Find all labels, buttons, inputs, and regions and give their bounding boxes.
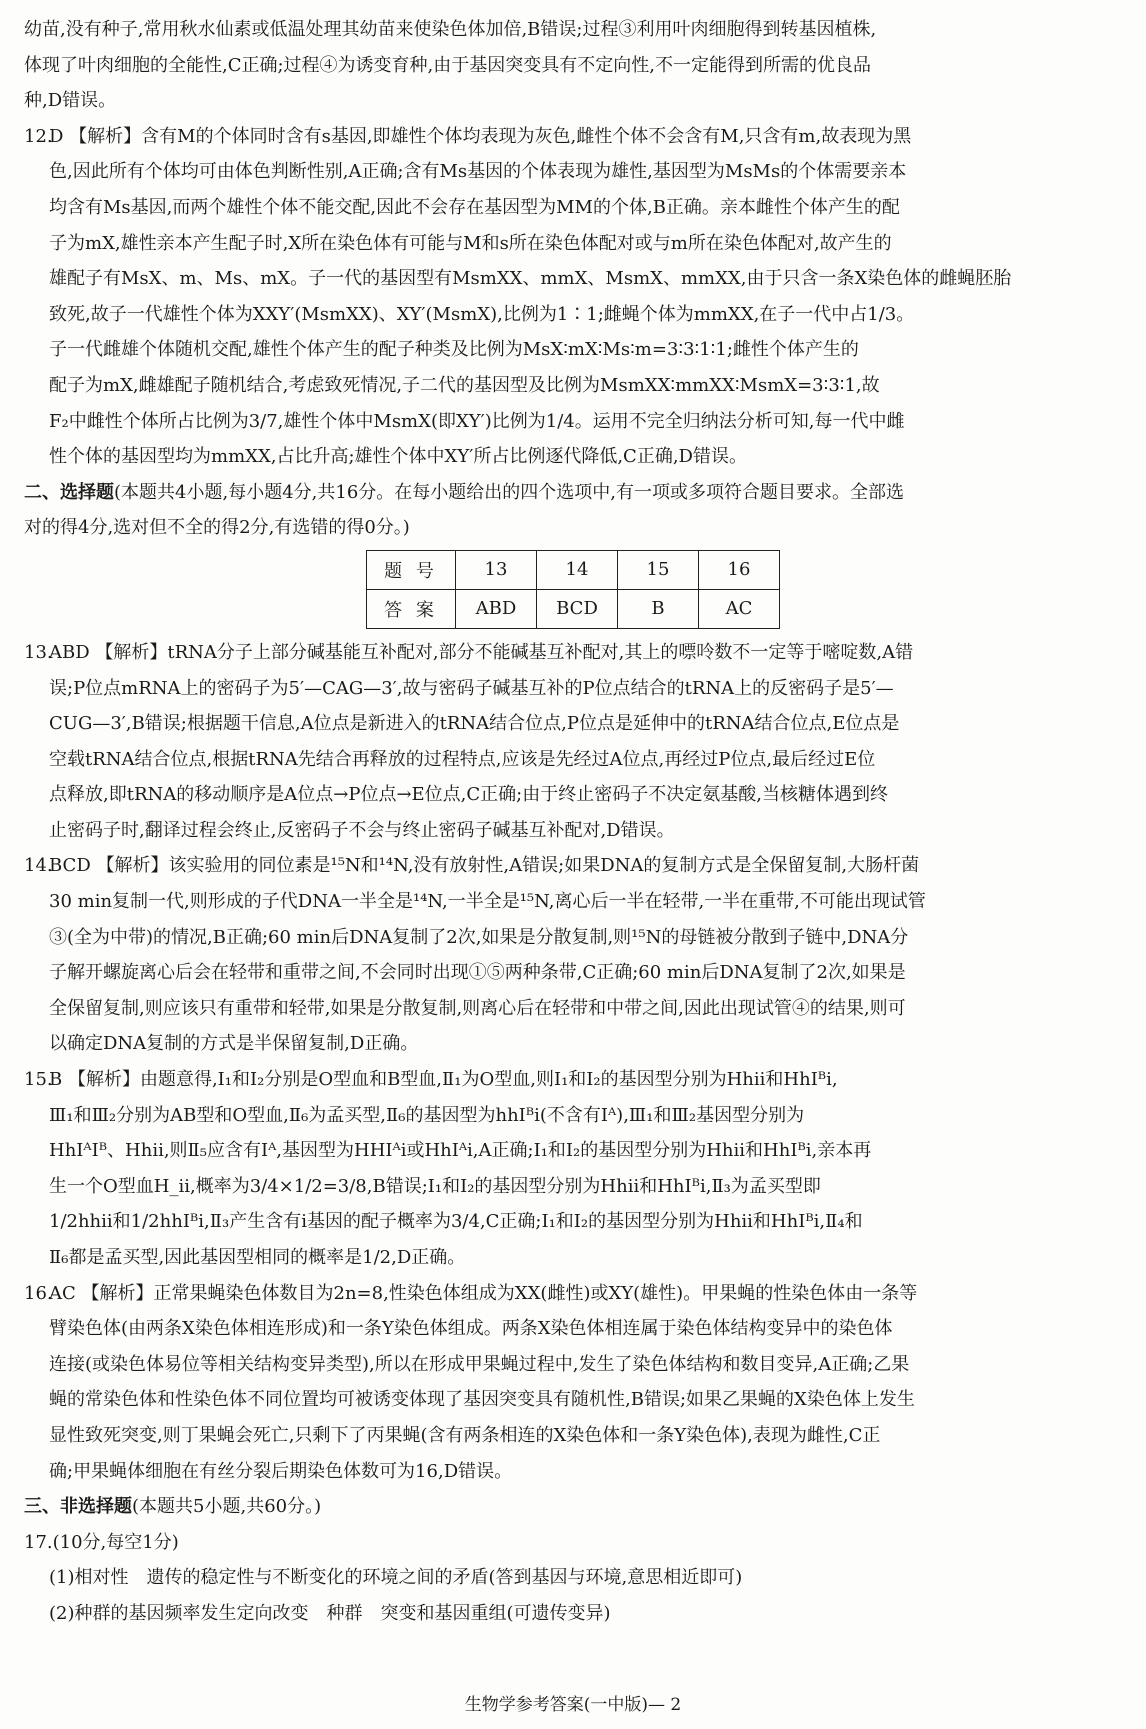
text-line: 配子为mX,雌雄配子随机结合,考虑致死情况,子二代的基因型及比例为MsmXX∶mmXX∶MsmX=3∶3∶1,故 — [49, 374, 880, 396]
text-line: 子一代雌雄个体随机交配,雄性个体产生的配子种类及比例为MsX∶mX∶Ms∶m=3∶3∶1∶1;雌性个体产生的 — [49, 339, 859, 361]
table-row — [367, 550, 780, 589]
text-line: ABD 【解析】tRNA分子上部分碱基能互补配对,部分不能碱基互补配对,其上的嘌呤数不一定等于嘧啶数,A错 — [49, 641, 914, 663]
text-line: 臂染色体(由两条X染色体相连形成)和一条Y染色体组成。两条X染色体相连属于染色体结构变异中的染色体 — [49, 1318, 893, 1340]
question-number: 13. — [24, 641, 53, 663]
text-line: 误;P位点mRNA上的密码子为5′—CAG—3′,故与密码子碱基互补的P位点结合的tRNA上的反密码子是5′— — [49, 677, 894, 699]
question-number: 14. — [24, 855, 53, 877]
question-number-cell: 14 — [537, 550, 618, 589]
question-17 — [24, 1525, 1122, 1632]
text-line: 显性致死突变,则丁果蝇会死亡,只剩下了丙果蝇(含有两条相连的X染色体和一条Y染色体),表现为雌性,C正 — [49, 1424, 881, 1446]
question-16 — [24, 1276, 1122, 1490]
question-number: 12. — [24, 125, 53, 147]
text-line: 体现了叶肉细胞的全能性,C正确;过程④为诱变育种,由于基因突变具有不定向性,不一定能得到所需的优良品 — [24, 54, 871, 76]
text-line: 30 min复制一代,则形成的子代DNA一半全是¹⁴N,一半全是¹⁵N,离心后一半在轻带,一半在重带,不可能出现试管 — [49, 891, 926, 913]
section-heading: 二、选择题 — [24, 481, 114, 503]
text-line: 均含有Ms基因,而两个雄性个体不能交配,因此不会存在基因型为MM的个体,B正确。亲本雌性个体产生的配 — [49, 196, 900, 218]
section-instructions: (本题共5小题,共60分。) — [132, 1496, 322, 1518]
question-heading: 17.(10分,每空1分) — [24, 1531, 179, 1553]
section-heading: 三、非选择题 — [24, 1496, 132, 1518]
text-line: 空载tRNA结合位点,根据tRNA先结合再释放的过程特点,应该是先经过A位点,再经过P位点,最后经过E位 — [49, 748, 876, 770]
text-line: 生一个O型血H_ii,概率为3/4×1/2=3/8,B错误;Ⅰ₁和Ⅰ₂的基因型分别为Hhii和HhIᴮi,Ⅱ₃为孟买型即 — [49, 1175, 821, 1197]
row-label: 答 案 — [367, 589, 456, 628]
question-12 — [24, 119, 1122, 475]
text-line: 子解开螺旋离心后会在轻带和重带之间,不会同时出现①⑤两种条带,C正确;60 min后DNA复制了2次,如果是 — [49, 962, 906, 984]
question-number-cell: 15 — [618, 550, 699, 589]
answer-cell: ABD — [456, 589, 537, 628]
page-footer: 生物学参考答案(一中版)— 2 — [464, 1695, 682, 1715]
question-number-cell: 16 — [699, 550, 780, 589]
answer-line: (1)相对性 遗传的稳定性与不断变化的环境之间的矛盾(答到基因与环境,意思相近即可) — [49, 1567, 743, 1589]
text-line: 确;甲果蝇体细胞在有丝分裂后期染色体数可为16,D错误。 — [49, 1460, 513, 1482]
question-13 — [24, 635, 1122, 849]
text-line: B 【解析】由题意得,Ⅰ₁和Ⅰ₂分别是O型血和B型血,Ⅱ₁为O型血,则Ⅰ₁和Ⅰ₂的基因型分别为Hhii和HhIᴮi, — [49, 1069, 838, 1091]
question-number: 15. — [24, 1069, 53, 1091]
text-line: 以确定DNA复制的方式是半保留复制,D正确。 — [49, 1033, 419, 1055]
text-line: 种,D错误。 — [24, 90, 117, 112]
text-line: 点释放,即tRNA的移动顺序是A位点→P位点→E位点,C正确;由于终止密码子不决定氨基酸,当核糖体遇到终 — [49, 784, 888, 806]
answer-table — [366, 550, 780, 629]
text-line: AC 【解析】正常果蝇染色体数目为2n=8,性染色体组成为XX(雌性)或XY(雄性)。甲果蝇的性染色体由一条等 — [49, 1282, 918, 1304]
answer-line: (2)种群的基因频率发生定向改变 种群 突变和基因重组(可遗传变异) — [49, 1602, 611, 1624]
text-line: 止密码子时,翻译过程会终止,反密码子不会与终止密码子碱基互补配对,D错误。 — [49, 819, 675, 841]
text-line: 对的得4分,选对但不全的得2分,有选错的得0分。) — [24, 517, 410, 539]
row-label: 题 号 — [367, 550, 456, 589]
question-number-cell: 13 — [456, 550, 537, 589]
section-2 — [24, 475, 1122, 546]
continued-text — [24, 12, 1122, 119]
section-heading-line — [24, 1489, 1122, 1525]
question-15 — [24, 1062, 1122, 1276]
text-line: BCD 【解析】该实验用的同位素是¹⁵N和¹⁴N,没有放射性,A错误;如果DNA的复制方式是全保留复制,大肠杆菌 — [49, 855, 920, 877]
text-line: 1/2hhii和1/2hhIᴮi,Ⅱ₃产生含有i基因的配子概率为3/4,C正确;Ⅰ₁和Ⅰ₂的基因型分别为Hhii和HhIᴮi,Ⅱ₄和 — [49, 1211, 863, 1233]
text-line: 致死,故子一代雄性个体为XXY′(MsmXX)、XY′(MsmX),比例为1∶1;雌蝇个体为mmXX,在子一代中占1/3。 — [49, 303, 915, 325]
text-line: 全保留复制,则应该只有重带和轻带,如果是分散复制,则离心后在轻带和中带之间,因此出现试管④的结果,则可 — [49, 997, 906, 1019]
question-14 — [24, 848, 1122, 1062]
question-number: 16. — [24, 1282, 53, 1304]
text-line: 雄配子有MsX、m、Ms、mX。子一代的基因型有MsmXX、mmX、MsmX、mmXX,由于只含一条X染色体的雌蝇胚胎 — [49, 268, 1012, 290]
text-line: 连接(或染色体易位等相关结构变异类型),所以在形成甲果蝇过程中,发生了染色体结构和数目变异,A正确;乙果 — [49, 1353, 910, 1375]
text-line: Ⅱ₆都是孟买型,因此基因型相同的概率是1/2,D正确。 — [49, 1247, 466, 1268]
text-line: 性个体的基因型均为mmXX,占比升高;雄性个体中XY′所占比例逐代降低,C正确,D错误。 — [49, 446, 747, 468]
text-line: F₂中雌性个体所占比例为3/7,雄性个体中MsmX(即XY′)比例为1/4。运用不完全归纳法分析可知,每一代中雌 — [49, 410, 905, 432]
text-line: 子为mX,雄性亲本产生配子时,X所在染色体有可能与M和s所在染色体配对或与m所在染色体配对,故产生的 — [49, 232, 892, 254]
text-line: CUG—3′,B错误;根据题干信息,A位点是新进入的tRNA结合位点,P位点是延伸中的tRNA结合位点,E位点是 — [49, 713, 900, 735]
text-line: ③(全为中带)的情况,B正确;60 min后DNA复制了2次,如果是分散复制,则¹⁵N的母链被分散到子链中,DNA分 — [49, 926, 909, 948]
answer-cell: B — [618, 589, 699, 628]
text-line: Ⅲ₁和Ⅲ₂分别为AB型和O型血,Ⅱ₆为孟买型,Ⅱ₆的基因型为hhIᴮi(不含有Iᴬ),Ⅲ₁和Ⅲ₂基因型分别为 — [49, 1104, 805, 1126]
section-instructions: (本题共4小题,每小题4分,共16分。在每小题给出的四个选项中,有一项或多项符合题目要求。全部选 — [114, 481, 904, 503]
text-line: HhIᴬIᴮ、Hhii,则Ⅱ₅应含有Iᴬ,基因型为HHIᴬi或HhIᴬi,A正确;Ⅰ₁和Ⅰ₂的基因型分别为Hhii和HhIᴮi,亲本再 — [49, 1140, 872, 1162]
section-heading-line — [24, 475, 1122, 511]
table-row — [367, 589, 780, 628]
answer-cell: AC — [699, 589, 780, 628]
answer-cell: BCD — [537, 589, 618, 628]
text-line: D 【解析】含有M的个体同时含有s基因,即雄性个体均表现为灰色,雌性个体不会含有M,只含有m,故表现为黑 — [49, 125, 912, 147]
section-3 — [24, 1489, 1122, 1525]
text-line: 幼苗,没有种子,常用秋水仙素或低温处理其幼苗来使染色体加倍,B错误;过程③利用叶肉细胞得到转基因植株, — [24, 19, 877, 40]
text-line: 色,因此所有个体均可由体色判断性别,A正确;含有Ms基因的个体表现为雄性,基因型为MsMs的个体需要亲本 — [49, 161, 907, 183]
text-line: 蝇的常染色体和性染色体不同位置均可被诱变体现了基因突变具有随机性,B错误;如果乙果蝇的X染色体上发生 — [49, 1389, 915, 1411]
